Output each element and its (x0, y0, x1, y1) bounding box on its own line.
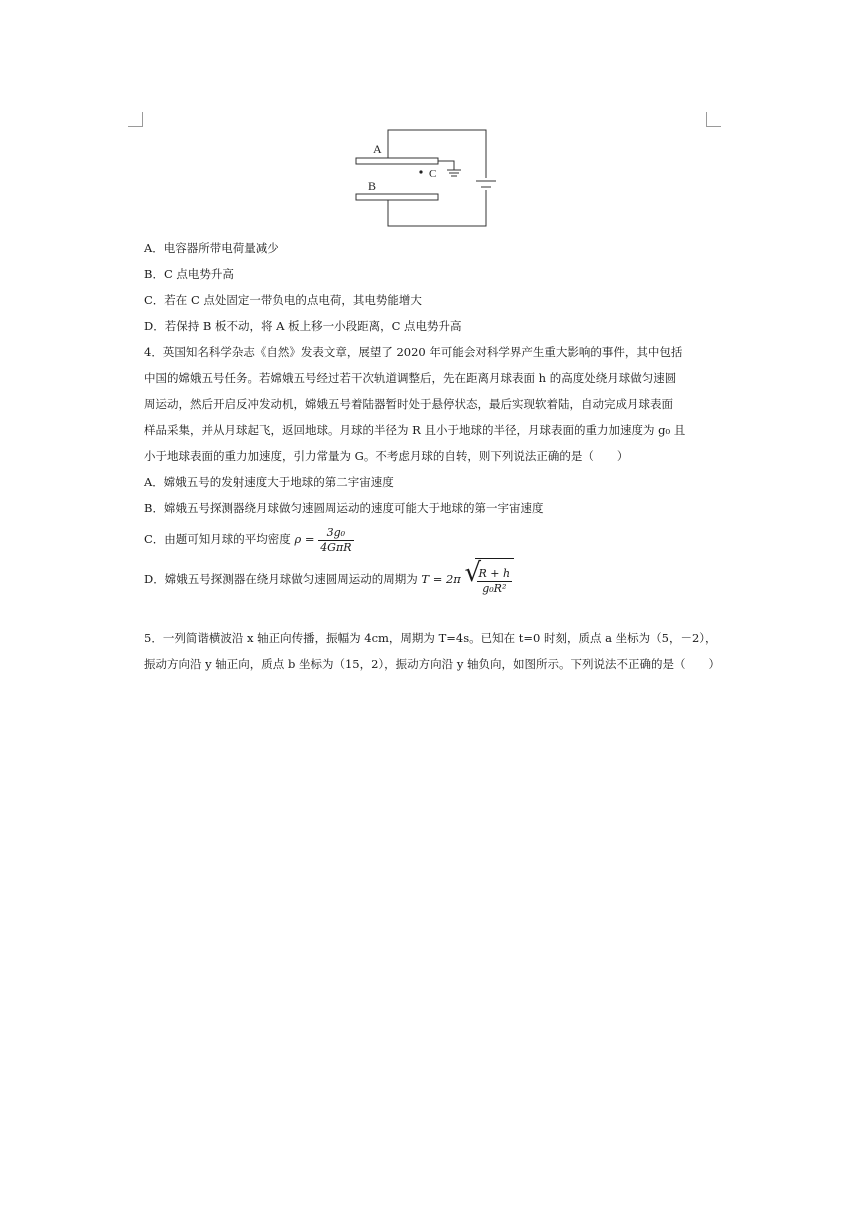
margin-corner-mark (706, 112, 721, 127)
capacitor-circuit-diagram (348, 126, 498, 230)
fraction-denominator: 4GπR (320, 540, 352, 554)
period-fraction (477, 567, 513, 596)
question-5-stem-line: 振动方向沿 y 轴正向，质点 b 坐标为（15，2），振动方向沿 y 轴负向，如图所示。下列说法不正确的是（ ） (144, 657, 720, 671)
fraction-numerator: R + h (478, 567, 511, 580)
option-c (144, 521, 714, 557)
wire-top (388, 130, 486, 178)
fraction-numerator: 3g₀ (318, 526, 353, 541)
label-b: B (368, 179, 377, 193)
label-a: A (373, 142, 382, 156)
period-symbol: T = 2π (421, 572, 461, 586)
question-4-stem-line: 4．英国知名科学杂志《自然》发表文章，展望了 2020 年可能会对科学界产生重大影响的事件，其中包括 (144, 345, 683, 359)
question-3-options (144, 235, 714, 339)
label-c: C (429, 168, 437, 180)
point-c (419, 170, 422, 173)
option-b: B．C 点电势升高 (144, 267, 234, 281)
question-4 (144, 339, 714, 601)
question-5-stem-line: 5．一列简谐横波沿 x 轴正向传播，振幅为 4cm，周期为 T=4s。已知在 t=0 时刻，质点 a 坐标为（5，－2）， (144, 631, 717, 645)
question-4-stem-line: 小于地球表面的重力加速度，引力常量为 G。不考虑月球的自转，则下列说法正确的是（ ） (144, 449, 629, 463)
option-d-text: D．嫦娥五号探测器在绕月球做匀速圆周运动的周期为 (144, 572, 418, 586)
radical-sign-icon: √ (464, 557, 482, 588)
density-symbol: ρ = (294, 532, 315, 546)
option-b: B．嫦娥五号探测器绕月球做匀速圆周运动的速度可能大于地球的第一宇宙速度 (144, 501, 544, 515)
plate-a (356, 158, 438, 164)
ground-wire (438, 161, 454, 170)
option-a: A．嫦娥五号的发射速度大于地球的第二宇宙速度 (144, 475, 394, 489)
question-4-stem-line: 周运动，然后开启反冲发动机，嫦娥五号着陆器暂时处于悬停状态，最后实现软着陆，自动完成月球表面 (144, 397, 673, 411)
question-4-stem-line: 样品采集，并从月球起飞，返回地球。月球的半径为 R 且小于地球的半径，月球表面的重力加速度为 g₀ 且 (144, 423, 686, 437)
square-root (465, 558, 515, 603)
fraction-denominator: g₀R² (482, 582, 507, 595)
question-4-stem-line: 中国的嫦娥五号任务。若嫦娥五号经过若干次轨道调整后，先在距离月球表面 h 的高度处绕月球做匀速圆 (144, 371, 677, 385)
margin-corner-mark (128, 112, 143, 127)
option-c: C．若在 C 点处固定一带负电的点电荷，其电势能增大 (144, 293, 422, 307)
option-c-text: C．由题可知月球的平均密度 (144, 532, 291, 546)
wire-bottom (388, 190, 486, 226)
option-d: D．若保持 B 板不动，将 A 板上移一小段距离，C 点电势升高 (144, 319, 462, 333)
option-d (144, 557, 714, 601)
density-fraction (318, 526, 353, 555)
question-5 (144, 625, 720, 677)
option-a: A．电容器所带电荷量减少 (144, 241, 279, 255)
plate-b (356, 194, 438, 200)
